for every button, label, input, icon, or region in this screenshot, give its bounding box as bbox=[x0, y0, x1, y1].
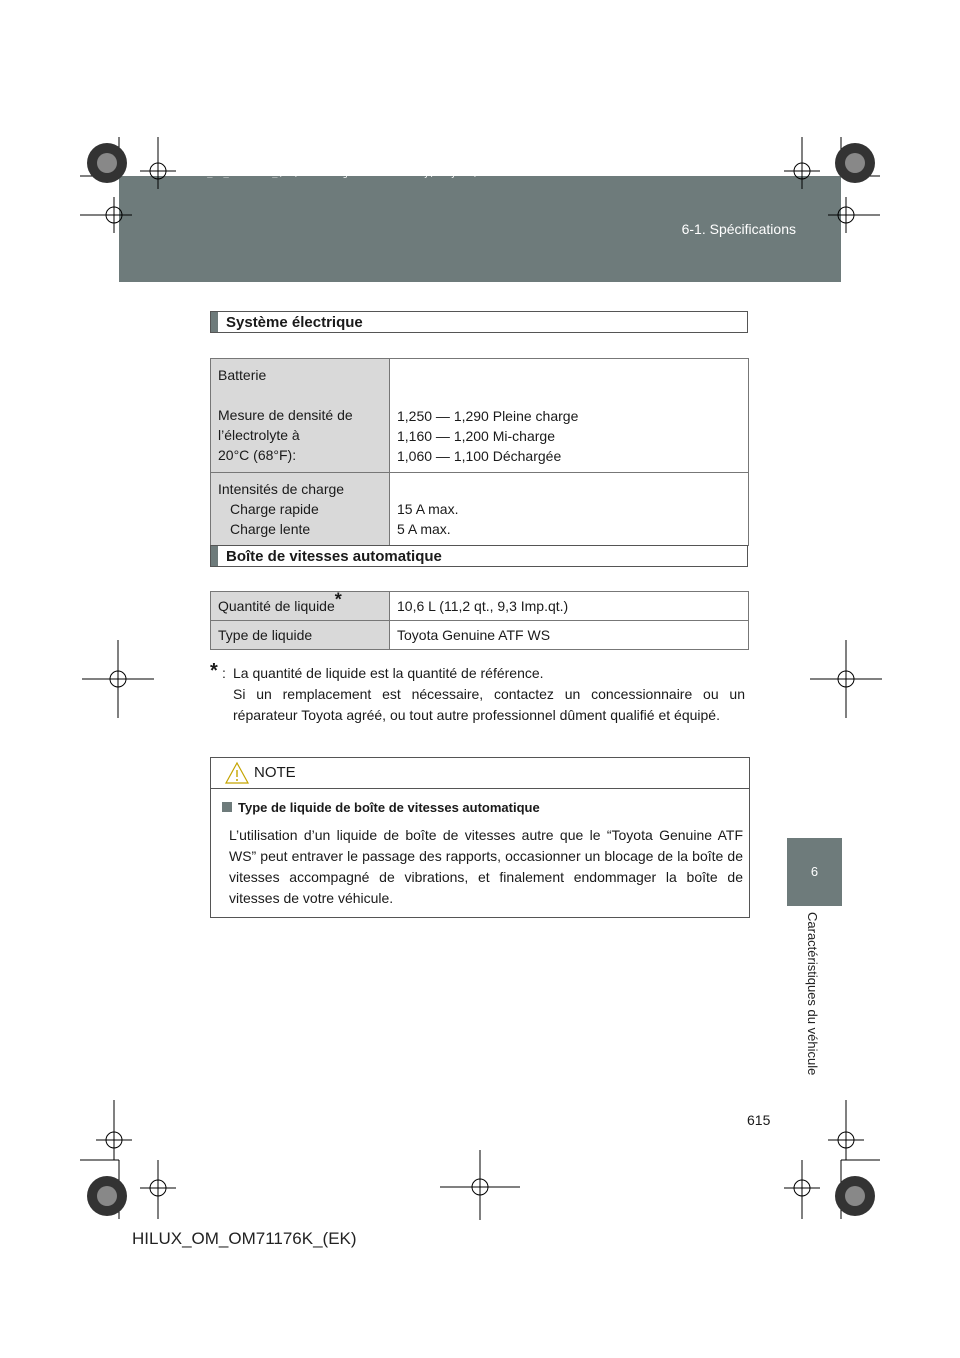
note-text: L’utilisation d’un liquide de boîte de vitesses autre que le “Toyota Genuine ATF WS” peut entraver le passage des rapports, occasionner un blocage de la boîte de vitesses accompagné de vibrations, et finalement endommager la boîte de vitesses de votre véhicule. bbox=[229, 827, 743, 906]
fluid-quantity-value: 10,6 L (11,2 qt., 9,3 Imp.qt.) bbox=[390, 592, 749, 621]
charge-rapid-value: 15 A max. bbox=[397, 501, 459, 517]
footnote-line: La quantité de liquide est la quantité de référence. bbox=[233, 665, 544, 681]
chapter-title: Caractéristiques du véhicule bbox=[805, 912, 820, 1076]
density-value: 1,250 — 1,290 Pleine charge bbox=[397, 408, 579, 424]
density-value: 1,060 — 1,100 Déchargée bbox=[397, 448, 562, 464]
chapter-tab: 6 bbox=[787, 838, 842, 906]
heading-bar bbox=[211, 546, 218, 566]
charge-slow-value: 5 A max. bbox=[397, 521, 451, 537]
heading-bar bbox=[211, 312, 218, 332]
footnote-star: * bbox=[210, 660, 218, 682]
charge-rapid-label: Charge rapide bbox=[230, 501, 319, 517]
heading-text: Système électrique bbox=[226, 314, 363, 331]
battery-value-cell bbox=[390, 359, 749, 473]
table-row bbox=[211, 473, 749, 546]
note-header bbox=[211, 758, 749, 789]
charge-title: Intensités de charge bbox=[218, 481, 345, 497]
battery-title: Batterie bbox=[218, 367, 267, 383]
charge-value-cell bbox=[390, 473, 749, 546]
table-row bbox=[211, 621, 749, 650]
transmission-spec-table bbox=[210, 591, 749, 650]
fluid-type-value: Toyota Genuine ATF WS bbox=[390, 621, 749, 650]
footer-code: HILUX_OM_OM71176K_(EK) bbox=[132, 1229, 357, 1248]
electric-spec-table bbox=[210, 358, 749, 546]
warning-triangle-icon bbox=[224, 761, 250, 785]
density-label-line: l’électrolyte à bbox=[218, 427, 300, 443]
section-label: 6-1. Spécifications bbox=[681, 221, 796, 237]
page-number: 615 bbox=[747, 1112, 771, 1128]
fluid-type-label: Type de liquide bbox=[211, 621, 390, 650]
charge-slow-label: Charge lente bbox=[230, 521, 311, 537]
table-row bbox=[211, 592, 749, 621]
battery-label-cell bbox=[211, 359, 390, 473]
note-label: NOTE bbox=[254, 764, 296, 781]
table-row bbox=[211, 359, 749, 473]
density-label-line: Mesure de densité de bbox=[218, 407, 353, 423]
density-label-line: 20°C (68°F): bbox=[218, 447, 297, 463]
file-stamp: HILUX_OM_OM71176K_(EK).book Page 615 Wednesday, May 16, 2012 2:32 PM bbox=[180, 169, 549, 179]
note-title: Type de liquide de boîte de vitesses automatique bbox=[222, 800, 540, 815]
footnote-colon: : bbox=[222, 665, 226, 681]
footnote bbox=[210, 660, 745, 726]
charge-label-cell bbox=[211, 473, 390, 546]
note-box bbox=[210, 757, 750, 918]
bullet-square-icon bbox=[222, 802, 232, 812]
footnote-body bbox=[233, 663, 745, 726]
section-heading-transmission bbox=[210, 545, 748, 567]
density-value: 1,160 — 1,200 Mi-charge bbox=[397, 428, 555, 444]
section-heading-electric bbox=[210, 311, 748, 333]
footnote-star: * bbox=[334, 589, 342, 610]
footnote-line: Si un remplacement est nécessaire, contactez un concessionnaire ou un réparateur Toyota agréé, ou tout autre professionnel dûment qualifié et équipé. bbox=[233, 686, 745, 723]
heading-text: Boîte de vitesses automatique bbox=[226, 548, 442, 565]
fluid-quantity-label: Quantité de liquide* bbox=[211, 592, 390, 621]
